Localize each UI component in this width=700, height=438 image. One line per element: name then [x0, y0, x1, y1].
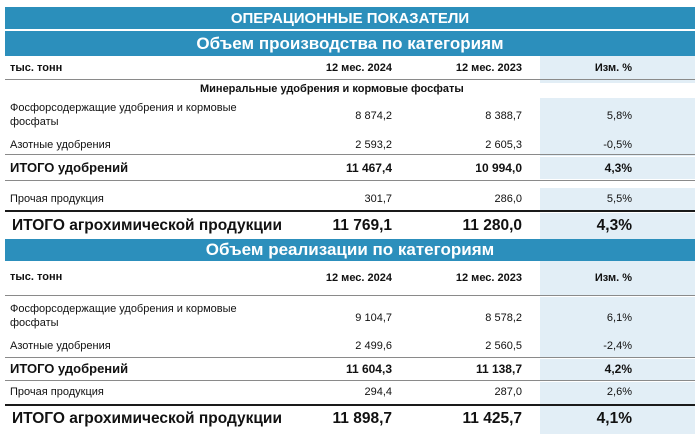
table-row-label: Фосфорсодержащие удобрения и кормовые фосфаты	[10, 303, 237, 329]
production-other-2024: 301,7	[364, 193, 392, 205]
production-section-title: Объем производства по категориям	[5, 31, 695, 56]
production-other-2023: 286,0	[494, 193, 522, 205]
production-total-fertilizers-change: 4,3%	[604, 161, 632, 175]
table-row-label: Азотные удобрения	[10, 139, 111, 151]
divider	[5, 154, 695, 155]
sales-2024-header: 12 мес. 2024	[325, 272, 392, 284]
table-cell-change: -2,4%	[603, 340, 632, 352]
production-change-header: Изм. %	[594, 62, 632, 74]
production-unit-header: тыс. тонн	[10, 62, 63, 74]
sales-total-fertilizers-label: ИТОГО удобрений	[10, 361, 129, 376]
sales-total-fertilizers-2023: 11 138,7	[475, 362, 522, 376]
table-cell-2023: 2 605,3	[485, 139, 522, 151]
table-cell-2024: 8 874,2	[355, 110, 392, 122]
table-cell-change: 6,1%	[606, 312, 632, 324]
sales-total-agro-2024: 11 898,7	[332, 410, 392, 427]
divider	[5, 404, 695, 406]
sales-2023-header: 12 мес. 2023	[455, 272, 522, 284]
production-subheading: Минеральные удобрения и кормовые фосфаты	[200, 83, 464, 95]
sales-unit-header: тыс. тонн	[10, 271, 63, 283]
sales-other-2024: 294,4	[364, 386, 392, 398]
sales-other-change: 2,6%	[606, 386, 632, 398]
table-cell-2024: 2 499,6	[355, 340, 392, 352]
divider	[5, 357, 695, 358]
sales-total-fertilizers-2024: 11 604,3	[345, 362, 392, 376]
table-cell-2024: 2 593,2	[355, 139, 392, 151]
sales-total-agro-change: 4,1%	[596, 410, 632, 427]
production-total-agro-label: ИТОГО агрохимической продукции	[12, 217, 282, 234]
divider	[5, 380, 695, 381]
sales-change-header: Изм. %	[594, 272, 632, 284]
sales-other-2023: 287,0	[494, 386, 522, 398]
production-total-agro-2023: 11 280,0	[462, 217, 522, 234]
table-cell-change: -0,5%	[603, 139, 632, 151]
production-total-fertilizers-2024: 11 467,4	[345, 161, 392, 175]
sales-total-agro-label: ИТОГО агрохимической продукции	[12, 410, 282, 427]
production-2024-header: 12 мес. 2024	[325, 62, 392, 74]
sales-other-label: Прочая продукция	[10, 386, 104, 398]
production-2023-header: 12 мес. 2023	[455, 62, 522, 74]
table-cell-2024: 9 104,7	[355, 312, 392, 324]
table-cell-2023: 8 388,7	[485, 110, 522, 122]
sales-total-agro-2023: 11 425,7	[462, 410, 522, 427]
production-total-agro-2024: 11 769,1	[332, 217, 392, 234]
sales-total-fertilizers-change: 4,2%	[604, 362, 632, 376]
divider	[5, 79, 695, 80]
production-total-agro-change: 4,3%	[596, 217, 632, 234]
production-other-change: 5,5%	[606, 193, 632, 205]
table-cell-2023: 8 578,2	[485, 312, 522, 324]
table-cell-2023: 2 560,5	[485, 340, 522, 352]
production-total-fertilizers-label: ИТОГО удобрений	[10, 160, 129, 175]
divider	[5, 295, 695, 296]
sales-section-title: Объем реализации по категориям	[5, 239, 695, 261]
divider	[5, 180, 695, 181]
page-title: ОПЕРАЦИОННЫЕ ПОКАЗАТЕЛИ	[5, 7, 695, 29]
divider	[5, 210, 695, 212]
production-total-fertilizers-2023: 10 994,0	[475, 161, 522, 175]
table-row-label: Азотные удобрения	[10, 340, 111, 352]
production-other-label: Прочая продукция	[10, 193, 104, 205]
table-cell-change: 5,8%	[606, 110, 632, 122]
table-row-label: Фосфорсодержащие удобрения и кормовые фосфаты	[10, 102, 237, 128]
